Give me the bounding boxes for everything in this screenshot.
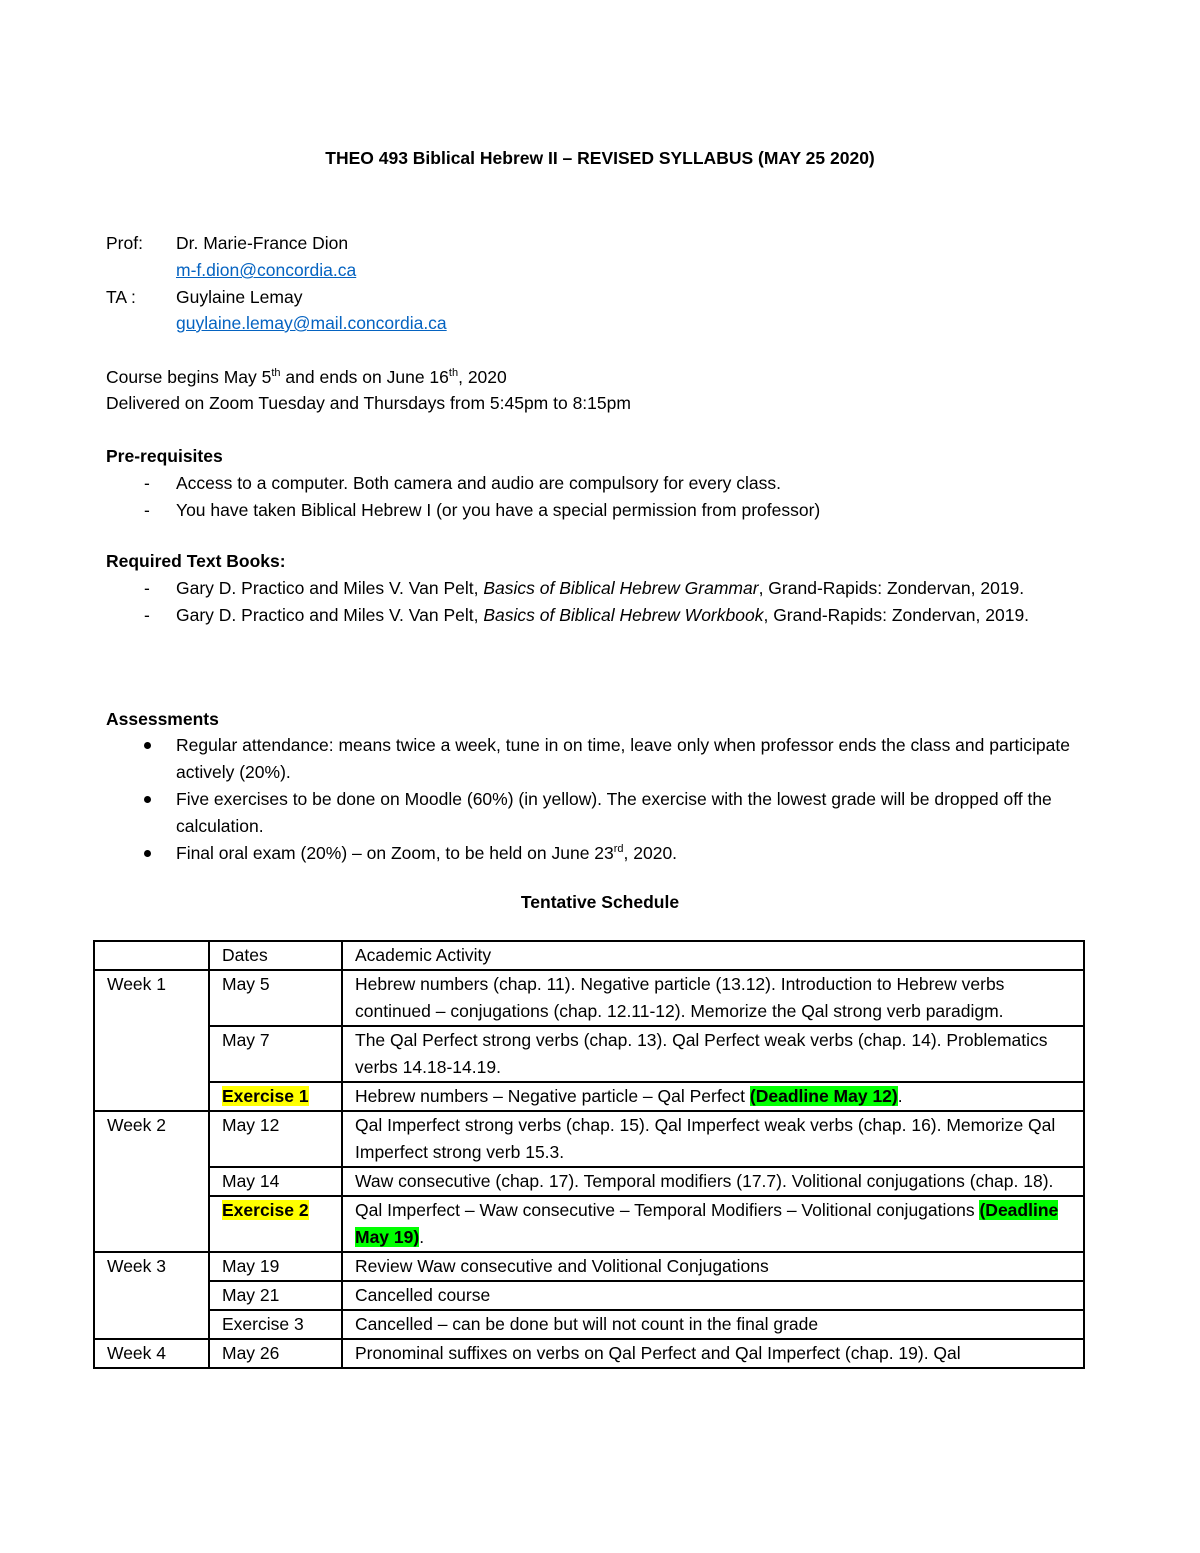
course-begins-text: Course begins May 5 bbox=[106, 367, 272, 387]
date-cell: Exercise 3 bbox=[209, 1310, 342, 1339]
course-dates bbox=[106, 364, 507, 391]
list-item bbox=[106, 470, 1096, 497]
list-item bbox=[106, 497, 1096, 524]
final-sup: rd bbox=[613, 843, 624, 855]
activity-cell bbox=[342, 1196, 1084, 1252]
prereq-heading: Pre-requisites bbox=[106, 446, 223, 466]
prereq-list bbox=[106, 470, 1096, 524]
bullet-icon bbox=[144, 742, 151, 749]
books-list bbox=[106, 575, 1096, 629]
book-publisher: , Grand-Rapids: Zondervan, 2019. bbox=[763, 605, 1030, 625]
week-cell: Week 2 bbox=[94, 1111, 209, 1252]
week-cell: Week 3 bbox=[94, 1252, 209, 1339]
dash-marker: - bbox=[144, 578, 150, 598]
book-authors: Gary D. Practico and Miles V. Van Pelt, bbox=[176, 605, 484, 625]
activity-cell: Cancelled – can be done but will not count in the final grade bbox=[342, 1310, 1084, 1339]
punctuation: . bbox=[897, 1086, 903, 1106]
date-cell bbox=[209, 1196, 342, 1252]
date-cell: May 12 bbox=[209, 1111, 342, 1167]
ta-email-link[interactable]: guylaine.lemay@mail.concordia.ca bbox=[176, 313, 447, 333]
deadline-badge: (Deadline May 12) bbox=[749, 1086, 898, 1106]
assessments-heading: Assessments bbox=[106, 709, 219, 729]
book-title: Basics of Biblical Hebrew Workbook bbox=[483, 605, 764, 625]
table-row bbox=[94, 1196, 1084, 1252]
deadline-badge: (Deadline May 19) bbox=[355, 1200, 1059, 1247]
activity-cell: Qal Imperfect strong verbs (chap. 15). Qal Imperfect weak verbs (chap. 16). Memorize Qal Imperfect strong verb 15.3. bbox=[342, 1111, 1084, 1167]
schedule-heading: Tentative Schedule bbox=[520, 892, 680, 912]
course-year: , 2020 bbox=[458, 367, 507, 387]
table-row bbox=[94, 1167, 1084, 1196]
book-publisher: , Grand-Rapids: Zondervan, 2019. bbox=[758, 578, 1025, 598]
table-row bbox=[94, 1281, 1084, 1310]
dash-marker: - bbox=[144, 605, 150, 625]
prof-email-link[interactable]: m-f.dion@concordia.ca bbox=[176, 260, 357, 280]
ends-sup: th bbox=[448, 367, 459, 379]
activity-text: Qal Imperfect – Waw consecutive – Temporal Modifiers – Volitional conjugations bbox=[355, 1200, 980, 1220]
prof-label: Prof: bbox=[106, 233, 143, 253]
activity-cell: Waw consecutive (chap. 17). Temporal modifiers (17.7). Volitional conjugations (chap. 18). bbox=[342, 1167, 1084, 1196]
table-row bbox=[94, 1026, 1084, 1082]
activity-cell: The Qal Perfect strong verbs (chap. 13). Qal Perfect weak verbs (chap. 14). Problematics verbs 14.18-14.19. bbox=[342, 1026, 1084, 1082]
list-item-text: Access to a computer. Both camera and audio are compulsory for every class. bbox=[176, 473, 782, 493]
table-cell bbox=[94, 941, 209, 970]
col-header-dates: Dates bbox=[209, 941, 342, 970]
week-cell: Week 4 bbox=[94, 1339, 209, 1368]
final-exam-text: Final oral exam (20%) – on Zoom, to be held on June 23 bbox=[176, 843, 614, 863]
activity-cell bbox=[342, 1082, 1084, 1111]
ta-name: Guylaine Lemay bbox=[176, 287, 303, 307]
book-authors: Gary D. Practico and Miles V. Van Pelt, bbox=[176, 578, 484, 598]
final-exam-year: , 2020. bbox=[623, 843, 678, 863]
assessments-list bbox=[106, 732, 1096, 867]
activity-text: Hebrew numbers – Negative particle – Qal Perfect bbox=[355, 1086, 750, 1106]
list-item-text: Five exercises to be done on Moodle (60%) (in yellow). The exercise with the lowest grade will be dropped off the calculation. bbox=[176, 789, 1052, 836]
bullet-icon bbox=[144, 796, 151, 803]
date-cell: May 7 bbox=[209, 1026, 342, 1082]
activity-cell: Cancelled course bbox=[342, 1281, 1084, 1310]
ta-label: TA : bbox=[106, 287, 136, 307]
exercise-label: Exercise 2 bbox=[222, 1200, 309, 1220]
list-item bbox=[106, 575, 1096, 602]
date-cell: May 14 bbox=[209, 1167, 342, 1196]
list-item bbox=[106, 602, 1096, 629]
week-cell: Week 1 bbox=[94, 970, 209, 1111]
date-cell: May 21 bbox=[209, 1281, 342, 1310]
dash-marker: - bbox=[144, 473, 150, 493]
page-title: THEO 493 Biblical Hebrew II – REVISED SYLLABUS (MAY 25 2020) bbox=[325, 148, 875, 168]
table-row bbox=[94, 1339, 1084, 1368]
table-row bbox=[94, 1082, 1084, 1111]
date-cell: May 19 bbox=[209, 1252, 342, 1281]
date-cell: May 5 bbox=[209, 970, 342, 1026]
list-item bbox=[106, 732, 1096, 786]
delivery-text: Delivered on Zoom Tuesday and Thursdays from 5:45pm to 8:15pm bbox=[106, 393, 631, 413]
schedule-table bbox=[93, 940, 1085, 1369]
date-cell bbox=[209, 1082, 342, 1111]
begins-sup: th bbox=[271, 367, 281, 379]
table-row bbox=[94, 1310, 1084, 1339]
exercise-label: Exercise 1 bbox=[222, 1086, 309, 1106]
prof-name: Dr. Marie-France Dion bbox=[176, 233, 349, 253]
dash-marker: - bbox=[144, 500, 150, 520]
list-item-text: You have taken Biblical Hebrew I (or you have a special permission from professor) bbox=[176, 500, 821, 520]
table-row bbox=[94, 1252, 1084, 1281]
table-row bbox=[94, 1111, 1084, 1167]
activity-cell: Review Waw consecutive and Volitional Conjugations bbox=[342, 1252, 1084, 1281]
books-heading: Required Text Books: bbox=[106, 551, 286, 571]
list-item bbox=[106, 786, 1096, 840]
list-item bbox=[106, 840, 1096, 867]
table-row bbox=[94, 970, 1084, 1026]
col-header-activity: Academic Activity bbox=[342, 941, 1084, 970]
book-title: Basics of Biblical Hebrew Grammar bbox=[483, 578, 759, 598]
table-header-row bbox=[94, 941, 1084, 970]
course-ends-text: and ends on June 16 bbox=[280, 367, 449, 387]
punctuation: . bbox=[419, 1227, 425, 1247]
activity-cell: Pronominal suffixes on verbs on Qal Perfect and Qal Imperfect (chap. 19). Qal bbox=[342, 1339, 1084, 1368]
list-item-text: Regular attendance: means twice a week, tune in on time, leave only when professor ends the class and participate actively (20%). bbox=[176, 735, 1070, 782]
date-cell: May 26 bbox=[209, 1339, 342, 1368]
bullet-icon bbox=[144, 850, 151, 857]
activity-cell: Hebrew numbers (chap. 11). Negative particle (13.12). Introduction to Hebrew verbs continued – conjugations (chap. 12.11-12). Memorize the Qal strong verb paradigm. bbox=[342, 970, 1084, 1026]
